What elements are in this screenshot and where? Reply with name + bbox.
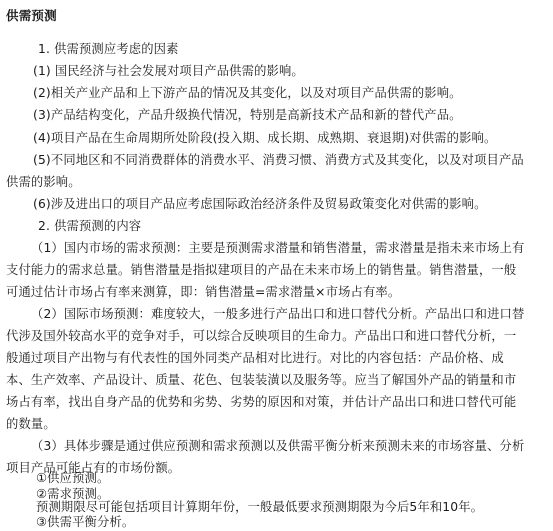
text-line: ③供需平衡分析。 (36, 515, 135, 529)
text-line: （2）国际市场预测：难度较大，一般多进行产品出口和进口替代分析。产品出口和进口替 (31, 307, 525, 321)
text-line: 般通过项目产出物与有代表性的国外同类产品相对比进行。对比的内容包括：产品价格、成 (6, 351, 504, 365)
text-line: 可通过估计市场占有率来测算，即：销售潜量=需求潜量×市场占有率。 (6, 285, 401, 299)
text-line: (2)相关产业产品和上下游产品的情况及其变化，以及对项目产品供需的影响。 (33, 86, 462, 100)
section-heading-factors: 1. 供需预测应考虑的因素 (38, 42, 179, 56)
text-line: (4)项目产品在生命周期所处阶段(投入期、成长期、成熟期、衰退期)对供需的影响。 (33, 131, 497, 145)
text-line: 项目产品可能占有的市场份额。 (6, 461, 181, 475)
text-line: (3)产品结构变化，产品升级换代情况，特别是高新技术产品和新的替代产品。 (33, 108, 462, 122)
text-line: ①供应预测。 (36, 471, 110, 485)
section-heading-content: 2. 供需预测的内容 (38, 219, 142, 233)
text-line: (1) 国民经济与社会发展对项目产品供需的影响。 (33, 64, 304, 78)
text-line: 场占有率，找出自身产品的优势和劣势、劣势的原因和对策，并估计产品出口和进口替代可能 (6, 395, 517, 409)
text-line: ②需求预测。 (36, 487, 110, 501)
text-line: （1）国内市场的需求预测：主要是预测需求潜量和销售潜量，需求潜量是指未来市场上有 (31, 241, 525, 255)
text-line: 代涉及国外较高水平的竞争对手，可以综合反映项目的生命力。产品出口和进口替代分析，一 (6, 329, 517, 343)
text-line: 支付能力的需求总量。销售潜量是指拟建项目的产品在未来市场上的销售量。销售潜量，一般 (6, 263, 517, 277)
text-line: 本、生产效率、产品设计、质量、花色、包装装潢以及服务等。应当了解国外产品的销量和市 (6, 373, 517, 387)
text-line: 供需的影响。 (6, 175, 81, 189)
text-line: (6)涉及进出口的项目产品应考虑国际政治经济条件及贸易政策变化对供需的影响。 (33, 197, 487, 211)
document-title: 供需预测 (6, 8, 57, 23)
text-line: 预测期限尽可能包括项目计算期年份，一般最低要求预测期限为今后5年和10年。 (36, 500, 484, 514)
text-line: (5)不同地区和不同消费群体的消费水平、消费习惯、消费方式及其变化，以及对项目产品 (33, 153, 524, 167)
text-line: （3）具体步骤是通过供应预测和需求预测以及供需平衡分析来预测未来的市场容量、分析 (31, 439, 525, 453)
text-line: 的数量。 (6, 417, 56, 431)
